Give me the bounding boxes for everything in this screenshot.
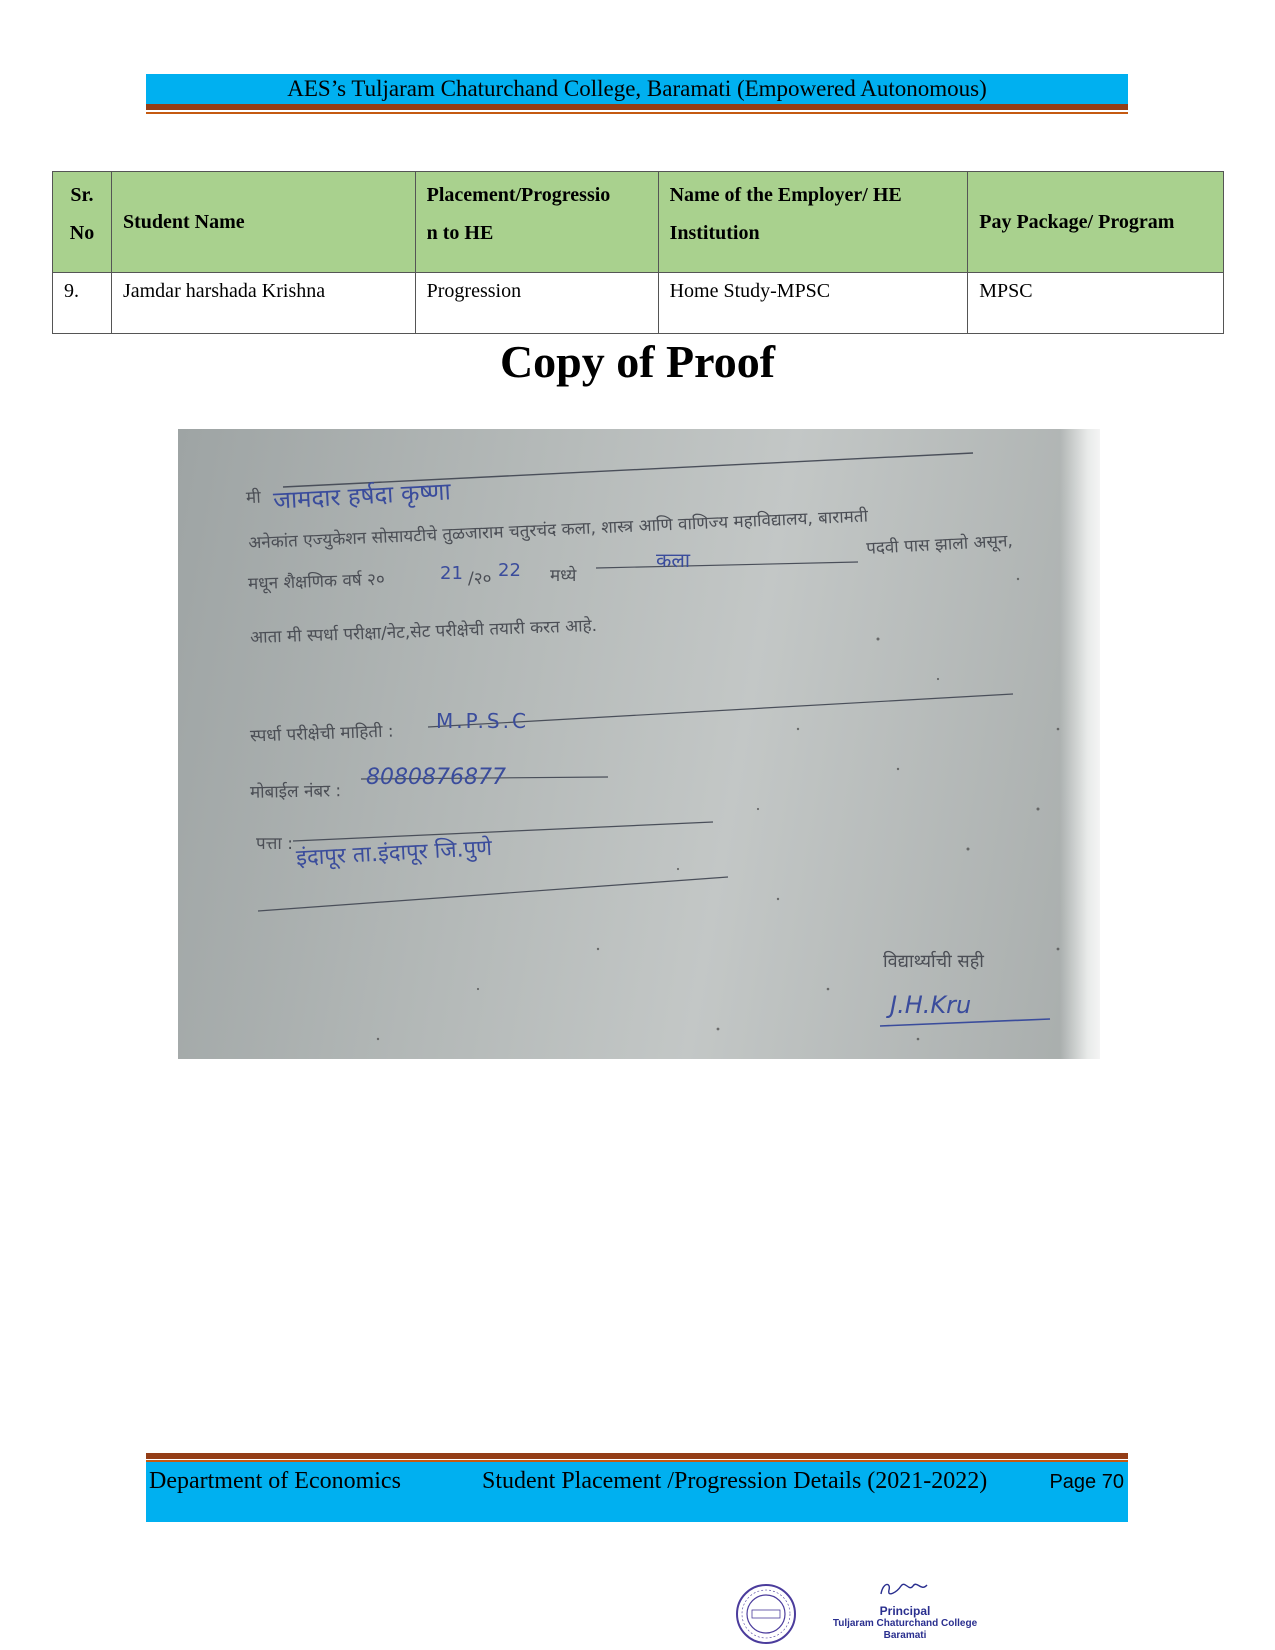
section-title: Copy of Proof	[499, 336, 776, 387]
footer-department: Department of Economics	[149, 1468, 401, 1494]
page-footer	[146, 1462, 1128, 1522]
header-rule	[146, 104, 1128, 114]
col-placement	[415, 172, 658, 273]
proof-address-label: पत्ता :	[256, 834, 293, 854]
proof-page-edge	[1060, 429, 1100, 1059]
principal-college: Tuljaram Chaturchand College	[832, 1618, 978, 1629]
col-sr-no-line2: No	[69, 222, 95, 244]
header-title: AES’s Tuljaram Chaturchand College, Baramati (Empowered Autonomous)	[287, 76, 987, 101]
footer-details: Student Placement /Progression Details (2021-2022)	[482, 1468, 988, 1494]
proof-hand-signature: J.H.Kru	[890, 991, 972, 1019]
principal-city: Baramati	[883, 1630, 927, 1641]
col-student-name	[111, 172, 415, 273]
principal-signature-block	[830, 1578, 980, 1642]
col-employer-line2: Institution	[669, 222, 760, 244]
col-pay-package-label: Pay Package/ Program	[979, 211, 1175, 233]
cell-employer: Home Study-MPSC	[658, 273, 968, 334]
proof-line3-b: /२०	[468, 569, 492, 589]
principal-title: Principal	[879, 1604, 931, 1618]
college-seal-icon	[735, 1583, 797, 1645]
col-employer	[658, 172, 968, 273]
proof-line2: अनेकांत एज्युकेशन सोसायटीचे तुळजाराम चतुरचंद कला, शास्त्र आणि वाणिज्य महाविद्यालय, बारामती	[247, 506, 869, 554]
proof-line1-prefix: मी	[245, 487, 262, 509]
proof-hand-address: इंदापूर ता.इंदापूर जि.पुणे	[295, 835, 493, 872]
col-pay-package	[968, 172, 1224, 273]
placement-table	[52, 171, 1224, 334]
proof-line3-d: पदवी पास झालो असून,	[865, 531, 1014, 559]
footer-page-number: 70	[1101, 1471, 1124, 1493]
table-header-row	[53, 172, 1224, 273]
proof-hand-year1: 21	[440, 563, 463, 584]
proof-line3-a: मधून शैक्षणिक वर्ष २०	[247, 569, 386, 595]
cell-name: Jamdar harshada Krishna	[111, 273, 415, 334]
proof-mobile-label: मोबाईल नंबर :	[249, 781, 342, 803]
proof-hand-exam: M.P.S.C	[436, 709, 529, 733]
proof-photo	[178, 429, 1100, 1059]
col-placement-line1: Placement/Progressio	[426, 184, 611, 206]
col-sr-no-line1: Sr.	[70, 184, 94, 206]
cell-package: MPSC	[968, 273, 1224, 334]
cell-sr: 9.	[53, 273, 112, 334]
cell-type: Progression	[415, 273, 658, 334]
proof-exam-label: स्पर्धा परीक्षेची माहिती :	[249, 721, 394, 747]
table-row	[53, 273, 1224, 334]
proof-hand-year2: 22	[498, 560, 521, 581]
proof-signature-label: विद्यार्थ्याची सही	[883, 951, 984, 972]
footer-rule	[146, 1453, 1128, 1462]
principal-signature-icon	[875, 1578, 935, 1600]
col-student-name-label: Student Name	[122, 211, 245, 233]
proof-hand-mobile: 8080876877	[366, 765, 506, 790]
col-sr-no	[53, 172, 112, 273]
footer-page	[1049, 1468, 1124, 1496]
proof-line3-c: मध्ये	[550, 566, 577, 586]
page-header	[146, 74, 1128, 104]
col-employer-line1: Name of the Employer/ HE	[669, 184, 902, 206]
proof-line4: आता मी स्पर्धा परीक्षा/नेट,सेट परीक्षेची तयारी करत आहे.	[249, 615, 598, 649]
col-placement-line2: n to HE	[426, 222, 494, 244]
proof-hand-name: जामदार हर्षदा कृष्णा	[272, 477, 452, 515]
footer-page-label: Page	[1049, 1471, 1097, 1493]
proof-hand-faculty: कला	[656, 548, 691, 572]
